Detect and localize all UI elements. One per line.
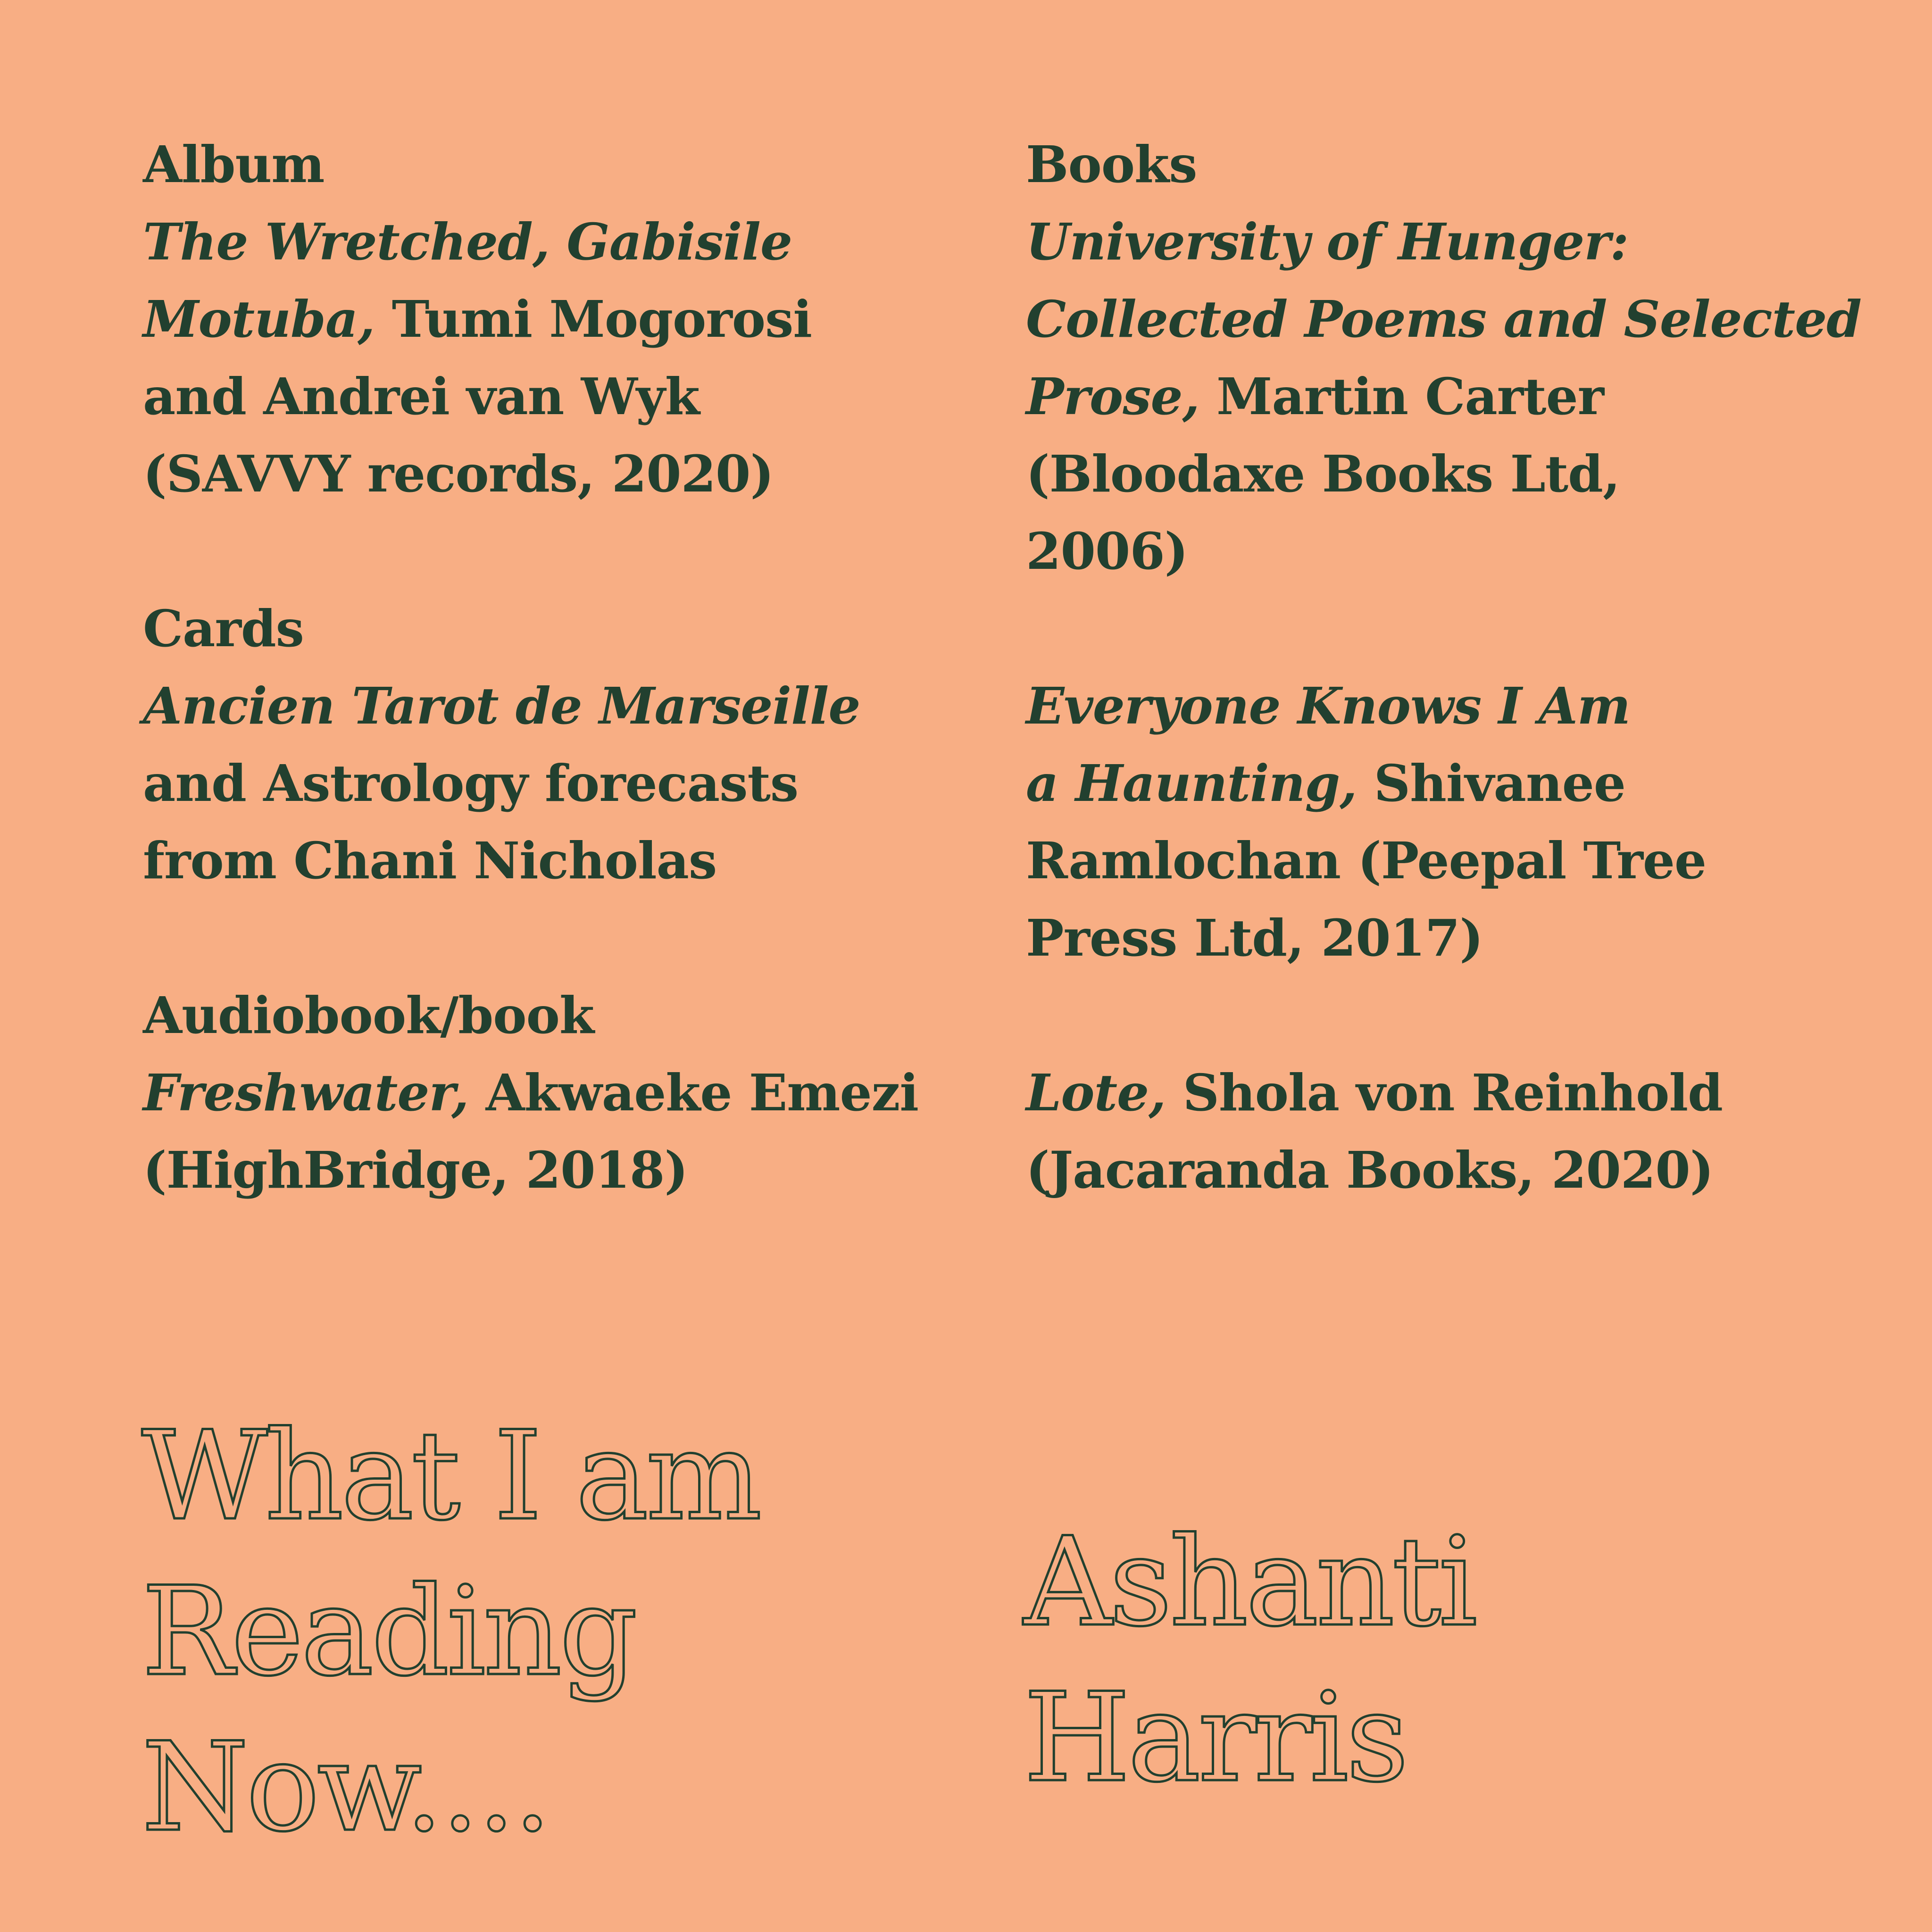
audiobook-entry	[143, 977, 973, 1209]
right-column	[1026, 126, 1862, 1209]
album-heading: Album	[143, 135, 325, 194]
headline-line-3: Now....	[142, 1716, 550, 1859]
book-3-entry	[1026, 1055, 1856, 1209]
author-last-name: Harris	[1024, 1667, 1406, 1809]
book-3-title: Lote,	[1026, 1064, 1166, 1123]
book-2-publisher: Press Ltd, 2017)	[1026, 909, 1483, 968]
author-first-name: Ashanti	[1024, 1511, 1475, 1654]
book-3-publisher: (Jacaranda Books, 2020)	[1026, 1141, 1714, 1200]
headline-line-2: Reading	[142, 1561, 635, 1703]
audiobook-title: Freshwater,	[143, 1064, 469, 1123]
album-title-cont: Motuba,	[143, 290, 375, 349]
book-2-title: Everyone Knows I Am	[1026, 677, 1631, 736]
book-2-entry	[1026, 668, 1856, 977]
audiobook-author: Akwaeke Emezi	[468, 1064, 919, 1123]
book-2-title-cont: a Haunting,	[1026, 754, 1357, 813]
book-1-title: University of Hunger:	[1026, 213, 1629, 272]
album-entry	[143, 126, 973, 513]
book-1-publisher: (Bloodaxe Books Ltd,	[1026, 445, 1620, 504]
book-3-author: Shola von Reinhold	[1166, 1064, 1723, 1123]
headline	[142, 1399, 759, 1865]
book-1-entry	[1026, 126, 1862, 591]
cards-desc: and Astrology forecasts	[143, 754, 799, 813]
author-name	[1024, 1505, 1475, 1816]
headline-line-1: What I am	[142, 1405, 759, 1548]
book-2-author: Shivanee	[1357, 754, 1625, 813]
book-1-year: 2006)	[1026, 522, 1188, 581]
cards-entry	[143, 591, 973, 900]
album-title: The Wretched, Gabisile	[143, 213, 792, 272]
album-publisher: (SAVVY records, 2020)	[143, 445, 774, 504]
album-artists-cont: and Andrei van Wyk	[143, 367, 700, 426]
cards-desc-cont: from Chani Nicholas	[143, 832, 717, 891]
book-2-author-cont: Ramlochan (Peepal Tree	[1026, 832, 1707, 891]
audiobook-publisher: (HighBridge, 2018)	[143, 1141, 688, 1200]
book-1-author: Martin Carter	[1199, 367, 1604, 426]
books-heading: Books	[1026, 135, 1197, 194]
book-1-title-end: Prose,	[1026, 367, 1199, 426]
cards-title: Ancien Tarot de Marseille	[143, 677, 860, 736]
left-column	[143, 126, 973, 1209]
audiobook-heading: Audiobook/book	[143, 986, 594, 1045]
cards-heading: Cards	[143, 600, 304, 658]
book-1-title-cont: Collected Poems and Selected	[1026, 290, 1862, 349]
album-artists: Tumi Mogorosi	[375, 290, 812, 349]
